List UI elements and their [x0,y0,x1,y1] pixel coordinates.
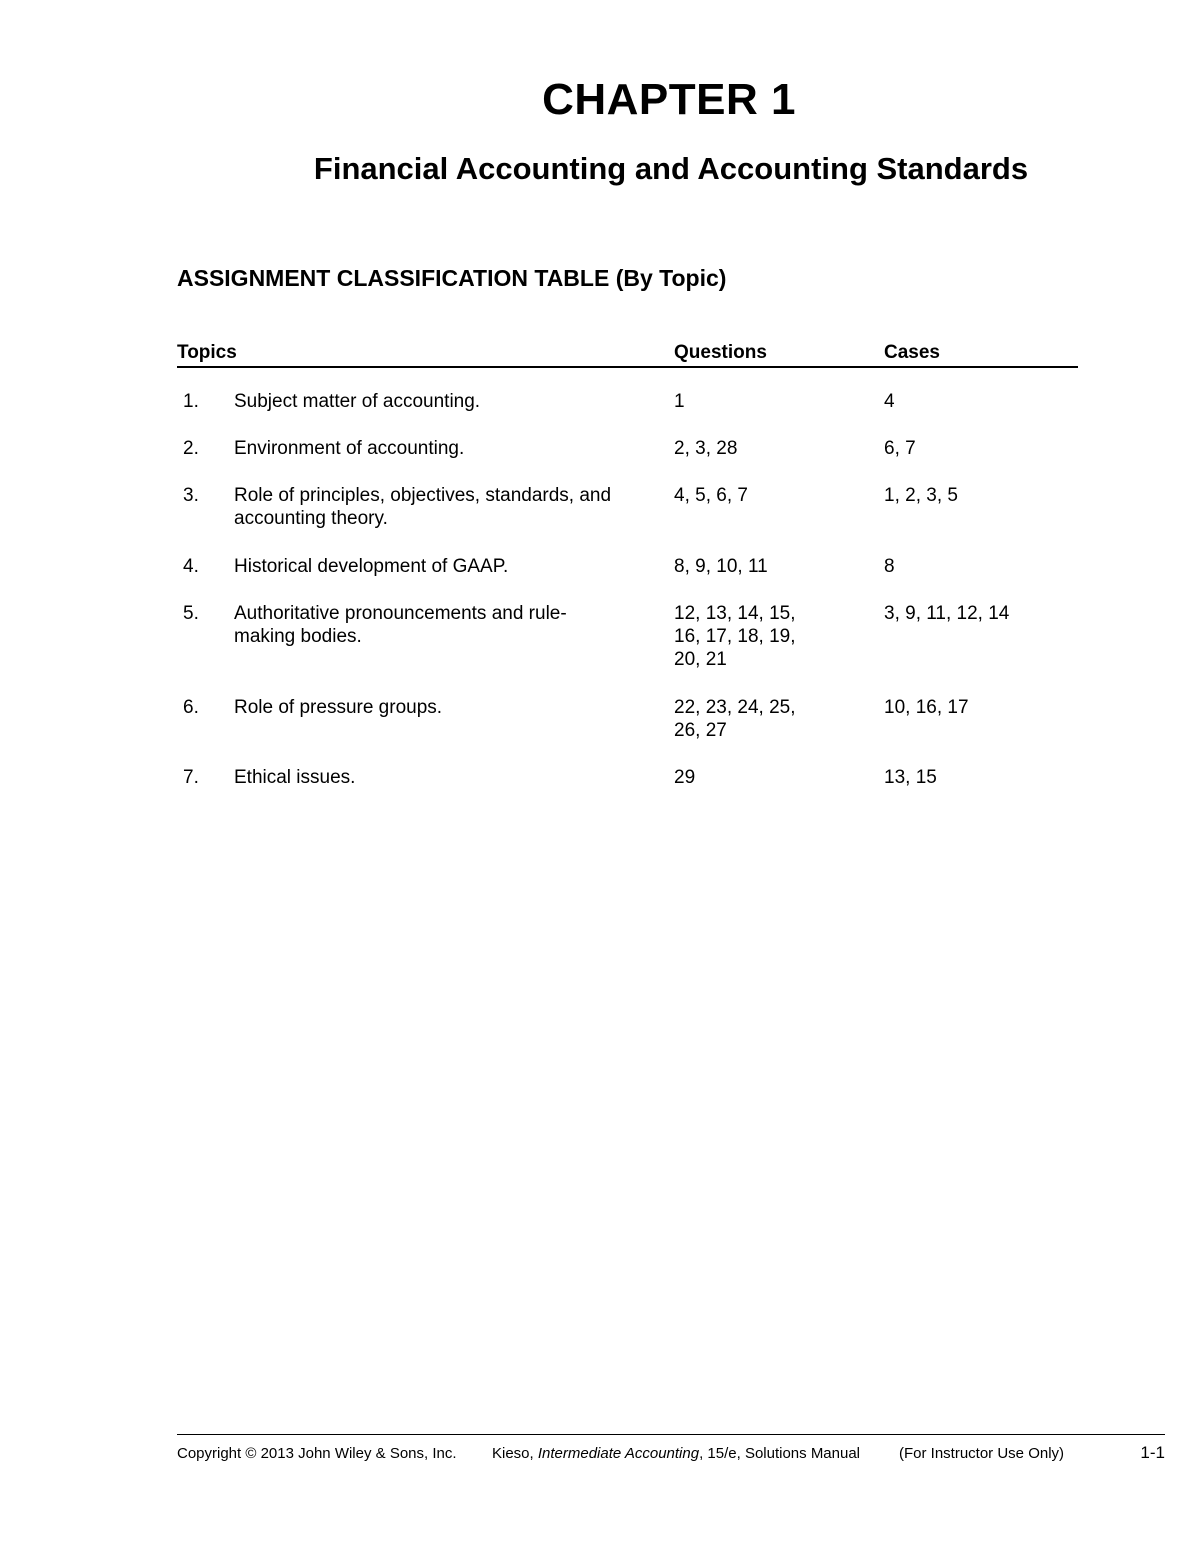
column-header-cases: Cases [884,342,940,363]
row-questions: 2, 3, 28 [674,438,738,459]
footer-author: Kieso, [492,1445,538,1462]
row-number: 5. [183,603,199,624]
row-number: 2. [183,438,199,459]
row-number: 3. [183,485,199,506]
footer-edition: , 15/e, Solutions Manual [699,1445,861,1462]
row-questions: 12, 13, 14, 15, 16, 17, 18, 19, 20, 21 [674,603,796,670]
row-number: 1. [183,391,199,412]
row-cases: 8 [884,556,895,577]
row-cases: 1, 2, 3, 5 [884,485,958,506]
footer-book-info [492,1445,860,1462]
section-title: ASSIGNMENT CLASSIFICATION TABLE (By Topic) [177,265,727,291]
column-header-topics: Topics [177,342,237,363]
row-topic: Environment of accounting. [234,438,465,459]
assignment-table [177,342,1078,788]
row-questions: 4, 5, 6, 7 [674,485,748,506]
row-questions: 29 [674,767,696,788]
row-number: 4. [183,556,199,577]
row-number: 6. [183,697,199,718]
row-cases: 3, 9, 11, 12, 14 [884,603,1010,624]
row-topic: Subject matter of accounting. [234,391,481,412]
row-topic: Role of principles, objectives, standards, and accounting theory. [234,485,612,529]
footer-copyright: Copyright © 2013 John Wiley & Sons, Inc. [177,1445,457,1462]
row-questions: 8, 9, 10, 11 [674,556,768,577]
row-topic: Role of pressure groups. [234,697,443,718]
row-cases: 6, 7 [884,438,916,459]
chapter-heading: CHAPTER 1 [542,75,796,124]
column-header-questions: Questions [674,342,767,363]
row-topic: Authoritative pronouncements and rule-making bodies. [234,603,567,647]
page-number: 1-1 [1140,1443,1165,1462]
row-cases: 10, 16, 17 [884,697,969,718]
row-number: 7. [183,767,199,788]
row-cases: 4 [884,391,895,412]
row-cases: 13, 15 [884,767,937,788]
footer-instructor-note: (For Instructor Use Only) [899,1445,1065,1462]
table-header [177,342,1078,368]
footer-book-title: Intermediate Accounting [537,1445,700,1462]
page-footer [177,1434,1165,1465]
chapter-subtitle: Financial Accounting and Accounting Standards [313,151,1029,186]
row-topic: Ethical issues. [234,767,356,788]
row-questions: 1 [674,391,685,412]
row-topic: Historical development of GAAP. [234,556,509,577]
row-questions: 22, 23, 24, 25, 26, 27 [674,697,796,741]
